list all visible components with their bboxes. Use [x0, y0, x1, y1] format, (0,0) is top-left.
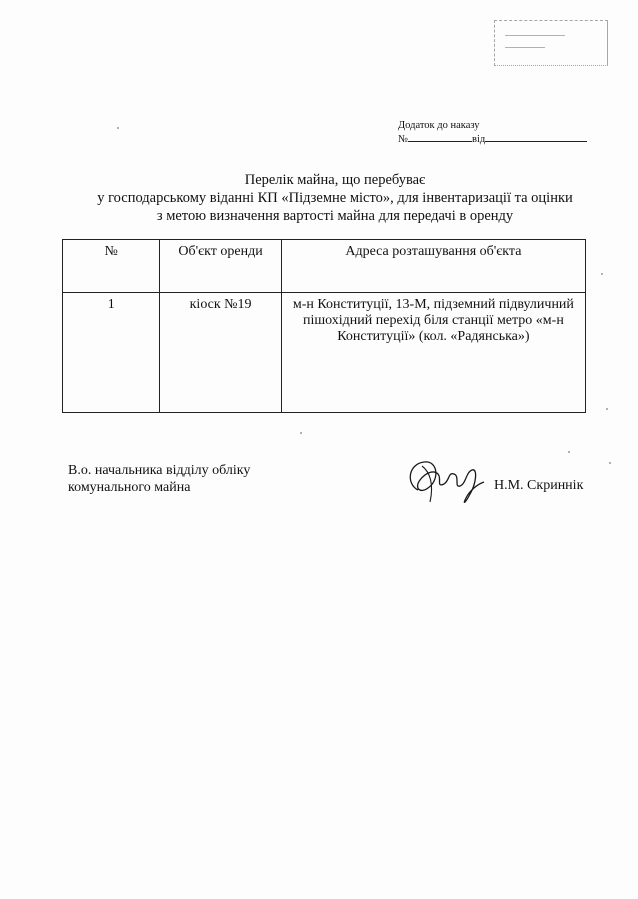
header-object: Об'єкт оренди — [160, 240, 281, 293]
signer-position — [68, 462, 250, 496]
registration-stamp — [494, 20, 608, 66]
annex-title: Додаток до наказу — [398, 120, 480, 131]
signer-name: Н.М. Скриннік — [494, 478, 584, 493]
annex-number-blank — [408, 132, 472, 142]
signer-position-line-1: В.о. начальника відділу обліку — [68, 463, 251, 478]
cell-object: кіоск №19 — [160, 293, 281, 413]
header-address: Адреса розташування об'єкта — [281, 240, 585, 293]
table-row — [63, 293, 586, 413]
annex-number-label: № — [398, 134, 409, 145]
scan-speck — [609, 462, 611, 464]
scan-speck — [601, 273, 603, 275]
annex-number-date — [398, 132, 587, 146]
scan-speck — [117, 127, 119, 129]
title-line-2: у господарському віданні КП «Підземне місто», для інвентаризації та оцінки — [97, 190, 573, 206]
annex-note — [398, 119, 587, 146]
property-table — [62, 239, 586, 413]
handwritten-signature — [404, 454, 486, 510]
scan-speck — [606, 408, 608, 410]
header-number: № — [63, 240, 160, 293]
cell-number: 1 — [63, 293, 160, 413]
signer-position-line-2: комунального майна — [68, 480, 191, 495]
annex-date-blank — [485, 132, 587, 142]
title-line-3: з метою визначення вартості майна для передачі в оренду — [156, 208, 514, 224]
scan-speck — [300, 432, 302, 434]
title-line-1: Перелік майна, що перебуває — [244, 172, 426, 188]
table-header-row — [63, 240, 586, 293]
document-title — [60, 171, 610, 225]
cell-address: м-н Конституції, 13-М, підземний підвуличний пішохідний перехід біля станції метро «м-н Конституції» (кол. «Радянська») — [281, 293, 585, 413]
scan-speck — [568, 451, 570, 453]
annex-date-label: від — [472, 134, 486, 145]
